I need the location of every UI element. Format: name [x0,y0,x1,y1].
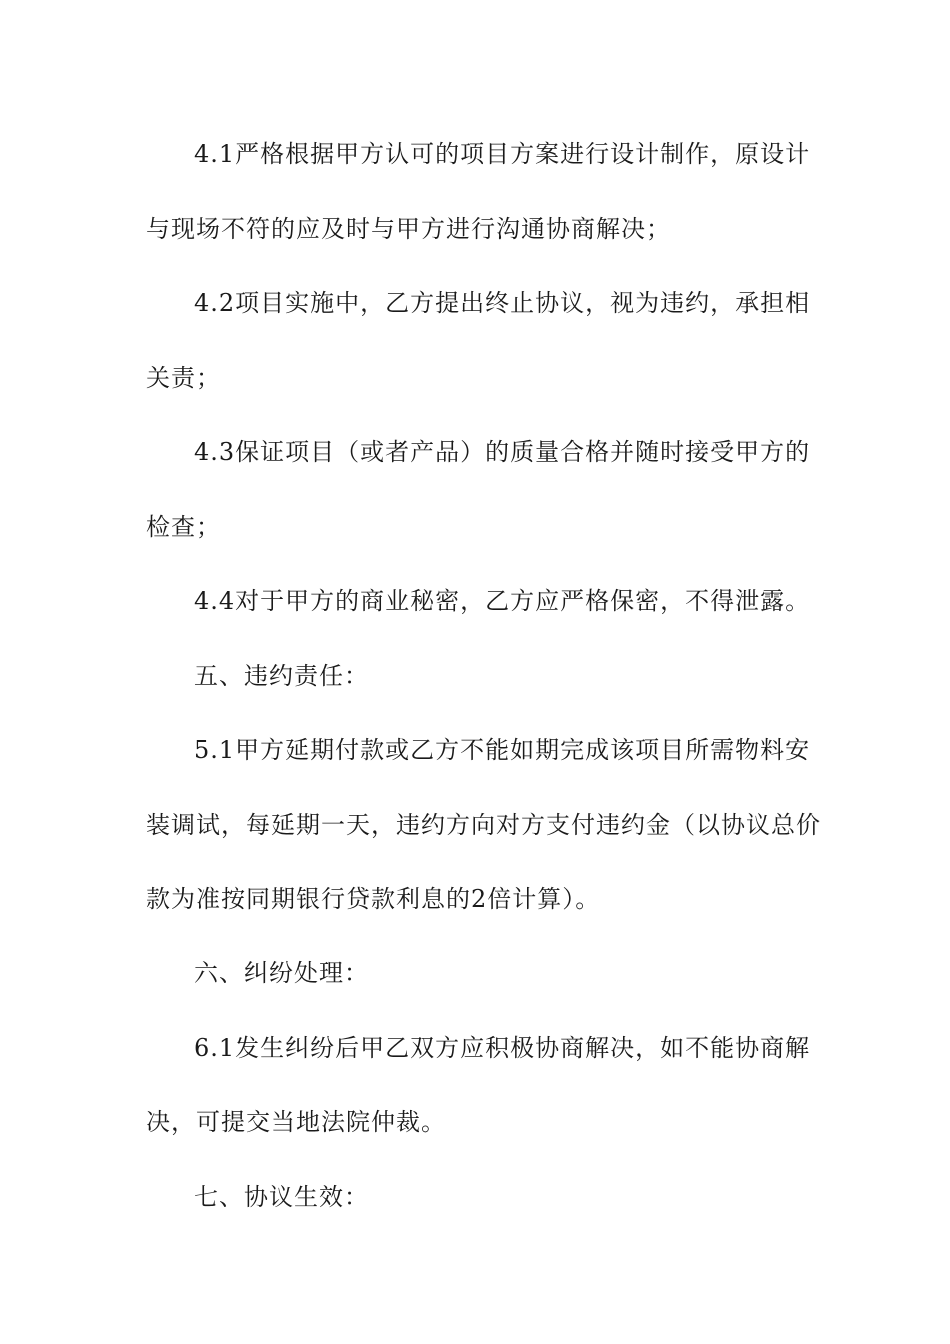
section-5-heading: 五、违约责任： [194,662,369,690]
section-7-heading: 七、协议生效： [194,1183,369,1211]
clause-6-1-line-2: 决，可提交当地法院仲裁。 [146,1108,446,1136]
section-6-heading: 六、纠纷处理： [194,959,369,987]
clause-4-3-line-1: 4.3保证项目（或者产品）的质量合格并随时接受甲方的 [194,438,811,466]
clause-4-1-line-2: 与现场不符的应及时与甲方进行沟通协商解决； [146,215,671,243]
clause-5-1-line-2: 装调试，每延期一天，违约方向对方支付违约金（以协议总价 [146,811,821,839]
clause-4-2-line-2: 关责； [146,364,221,392]
clause-4-4-line-1: 4.4对于甲方的商业秘密，乙方应严格保密，不得泄露。 [194,587,811,615]
clause-6-1-line-1: 6.1发生纠纷后甲乙双方应积极协商解决，如不能协商解 [194,1034,811,1062]
clause-5-1-line-1: 5.1甲方延期付款或乙方不能如期完成该项目所需物料安 [194,736,811,764]
clause-4-3-line-2: 检查； [146,513,221,541]
clause-4-1-line-1: 4.1严格根据甲方认可的项目方案进行设计制作，原设计 [194,140,811,168]
clause-5-1-line-3: 款为准按同期银行贷款利息的2倍计算）。 [146,885,601,913]
clause-4-2-line-1: 4.2项目实施中，乙方提出终止协议，视为违约，承担相 [194,289,811,317]
